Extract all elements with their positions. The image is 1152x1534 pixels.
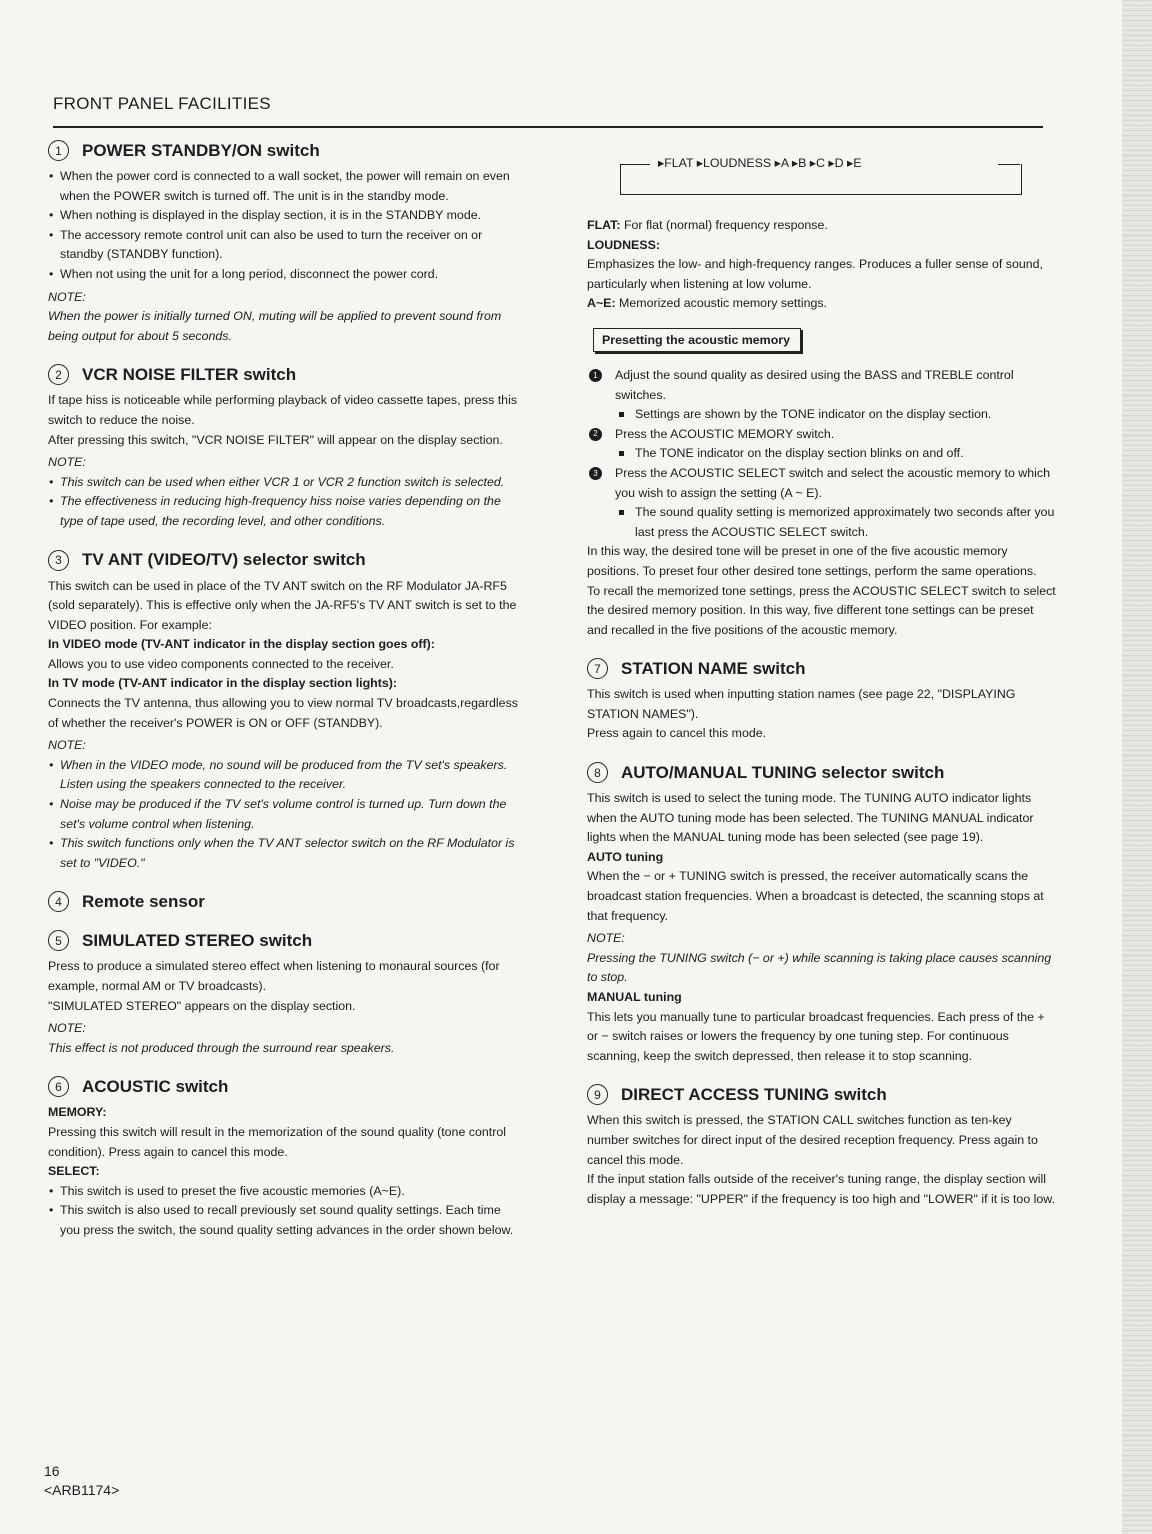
definition-term: A~E: [587, 296, 616, 311]
circled-number: 5 [48, 930, 69, 951]
section-heading [587, 762, 1057, 783]
note-list [48, 473, 524, 532]
definition-term: LOUDNESS: [587, 237, 660, 252]
list-item: • The accessory remote control unit can also be used to turn the receiver on or standby (STANDBY function). [48, 226, 524, 265]
subheading: MANUAL tuning [587, 990, 682, 1004]
section-station-name [587, 658, 1057, 744]
list-item: • Noise may be produced if the TV set's volume control is turned up. Turn down the set's volume control when listening. [48, 795, 524, 834]
acoustic-sequence-diagram [620, 152, 1020, 206]
definition-text: Memorized acoustic memory settings. [619, 296, 827, 311]
section-vcr-noise-filter [48, 364, 524, 531]
section-heading [48, 1076, 524, 1097]
definition-term: FLAT: [587, 218, 621, 232]
circled-number: 2 [48, 364, 69, 385]
header-rule [53, 126, 1043, 128]
note-text: Pressing the TUNING switch (− or +) while scanning is taking place causes scanning to stop. [587, 950, 1052, 985]
paragraph: This switch is used when inputting station names (see page 22, "DISPLAYING STATION NAMES"). [587, 687, 1016, 721]
section-title: STATION NAME switch [621, 658, 806, 678]
paragraph: Press again to cancel this mode. [587, 726, 767, 741]
note-label: NOTE: [48, 455, 86, 470]
step-number-dot: 2 [589, 428, 602, 441]
section-heading [48, 891, 524, 912]
section-tv-ant [48, 550, 524, 874]
definition-text: Emphasizes the low- and high-frequency ranges. Produces a fuller sense of sound, particularly when listening at low volume. [587, 257, 1043, 291]
page-number: 16 [44, 1463, 60, 1479]
circled-number: 1 [48, 140, 69, 161]
section-simulated-stereo [48, 930, 524, 1058]
paragraph: This switch is used to select the tuning mode. The TUNING AUTO indicator lights when the AUTO tuning mode has been selected. The TUNING MANUAL indicator lights when the MANUAL tuning mode has been selected (see page 19). [587, 791, 1034, 845]
subheading: In TV mode (TV-ANT indicator in the display section lights): [48, 676, 398, 691]
list-item: • This switch can be used when either VCR 1 or VCR 2 function switch is selected. [48, 473, 524, 493]
paragraph: Pressing this switch will result in the memorization of the sound quality (tone control condition). Press again to cancel this mode. [48, 1124, 506, 1159]
list-item: • When nothing is displayed in the display section, it is in the STANDBY mode. [48, 206, 524, 226]
sequence-text: ▸FLAT ▸LOUDNESS ▸A ▸B ▸C ▸D ▸E [654, 155, 866, 170]
right-column [587, 142, 1057, 1227]
section-heading [48, 550, 524, 571]
step-sub-text: Settings are shown by the TONE indicator on the display section. [635, 407, 992, 422]
section-remote-sensor [48, 891, 524, 912]
subheading: AUTO tuning [587, 849, 664, 864]
paragraph: When the − or + TUNING switch is pressed, the receiver automatically scans the broadcast station frequencies. When a broadcast is detected, the scanning stops at that frequency. [587, 869, 1044, 923]
step-item [587, 425, 1057, 445]
list-item: • When not using the unit for a long period, disconnect the power cord. [48, 265, 524, 285]
paragraph: In this way, the desired tone will be preset in one of the five acoustic memory positions. To preset four other desired tone settings, perform the same operations. [587, 544, 1037, 578]
circled-number: 3 [48, 550, 69, 571]
section-title: POWER STANDBY/ON switch [82, 140, 320, 160]
note-label: NOTE: [48, 1021, 86, 1036]
section-heading [587, 1084, 1057, 1105]
presetting-title-box: Presetting the acoustic memory [593, 328, 801, 352]
definitions [587, 216, 1057, 314]
section-heading [587, 658, 1057, 679]
list-item: • This switch is also used to recall previously set sound quality settings. Each time you press the switch, the sound quality setting advances in the order shown below. [48, 1201, 524, 1240]
paragraph: Press to produce a simulated stereo effect when listening to monaural sources (for example, normal AM or TV broadcasts). [48, 959, 500, 993]
circled-number: 7 [587, 658, 608, 679]
paragraph: Connects the TV antenna, thus allowing you to view normal TV broadcasts,regardless of whether the receiver's POWER is ON or OFF (STANDBY). [48, 696, 518, 730]
bullet-list [48, 167, 524, 285]
list-item: • When in the VIDEO mode, no sound will be produced from the TV set's speakers. Listen using the speakers connected to the receiver. [48, 756, 524, 795]
paragraph: Allows you to use video components connected to the receiver. [48, 656, 394, 671]
section-title: VCR NOISE FILTER switch [82, 364, 297, 384]
circled-number: 6 [48, 1076, 69, 1097]
section-acoustic [48, 1076, 524, 1240]
list-item: • This switch is used to preset the five acoustic memories (A~E). [48, 1182, 524, 1202]
bullet-list [48, 1182, 524, 1241]
section-heading [48, 930, 524, 951]
step-sub-item [587, 503, 1057, 542]
step-text: Press the ACOUSTIC MEMORY switch. [615, 426, 835, 441]
subheading: MEMORY: [48, 1105, 107, 1120]
list-item: • This switch functions only when the TV ANT selector switch on the RF Modulator is set to "VIDEO." [48, 834, 524, 873]
paragraph: "SIMULATED STEREO" appears on the display section. [48, 998, 356, 1013]
note-label: NOTE: [48, 289, 86, 304]
paragraph: If the input station falls outside of the receiver's tuning range, the display section will display a message: "UPPER" if the frequency is too high and "LOWER" if it is too low. [587, 1172, 1056, 1206]
section-power-standby [48, 140, 524, 346]
page-title: FRONT PANEL FACILITIES [53, 94, 271, 113]
step-number-dot: 3 [589, 467, 602, 480]
left-column [48, 140, 524, 1259]
step-text: Press the ACOUSTIC SELECT switch and select the acoustic memory to which you wish to assign the setting (A ~ E). [615, 465, 1050, 500]
section-title: ACOUSTIC switch [82, 1076, 229, 1096]
definition-ae [587, 294, 1057, 314]
section-title: TV ANT (VIDEO/TV) selector switch [82, 550, 366, 569]
section-title: DIRECT ACCESS TUNING switch [621, 1084, 887, 1104]
subheading: In VIDEO mode (TV-ANT indicator in the display section goes off): [48, 637, 435, 652]
steps-list [587, 366, 1057, 542]
circled-number: 4 [48, 891, 69, 912]
paragraph: After pressing this switch, "VCR NOISE FILTER" will appear on the display section. [48, 432, 503, 447]
circled-number: 9 [587, 1084, 608, 1105]
page-footer [44, 1462, 119, 1500]
list-item: • When the power cord is connected to a wall socket, the power will remain on even when the POWER switch is turned off. The unit is in the standby mode. [48, 167, 524, 206]
step-item [587, 366, 1057, 405]
scan-edge [1122, 0, 1152, 1534]
step-sub-text: The sound quality setting is memorized approximately two seconds after you last press the ACOUSTIC SELECT switch. [635, 505, 1055, 539]
definition-text: For flat (normal) frequency response. [623, 218, 828, 232]
section-title: SIMULATED STEREO switch [82, 930, 313, 950]
document-code: <ARB1174> [44, 1482, 120, 1498]
paragraph: This switch can be used in place of the TV ANT switch on the RF Modulator JA-RF5 (sold separately). This is effective only when the JA-RF5's TV ANT switch is set to the VIDEO position. For example: [48, 578, 517, 632]
paragraph: To recall the memorized tone settings, press the ACOUSTIC SELECT switch to select the desired memory position. In this way, five different tone settings can be preset and recalled in the five positions of the acoustic memory. [587, 583, 1056, 637]
section-heading [48, 140, 524, 161]
note-list [48, 756, 524, 874]
subheading: SELECT: [48, 1164, 100, 1179]
note-text: This effect is not produced through the surround rear speakers. [48, 1040, 395, 1055]
section-direct-access-tuning [587, 1084, 1057, 1209]
note-text: When the power is initially turned ON, muting will be applied to prevent sound from being output for about 5 seconds. [48, 309, 502, 343]
paragraph: When this switch is pressed, the STATION CALL switches function as ten-key number switches for direct input of the desired reception frequency. Press again to cancel this mode. [587, 1113, 1038, 1167]
step-sub-item [587, 444, 1057, 464]
note-label: NOTE: [48, 738, 86, 753]
note-label: NOTE: [587, 931, 625, 946]
step-sub-item [587, 405, 1057, 425]
step-number-dot: 1 [589, 369, 602, 382]
step-text: Adjust the sound quality as desired using the BASS and TREBLE control switches. [615, 367, 1014, 402]
circled-number: 8 [587, 762, 608, 783]
section-title: AUTO/MANUAL TUNING selector switch [621, 762, 945, 782]
section-auto-manual-tuning [587, 762, 1057, 1066]
step-item [587, 464, 1057, 503]
paragraph: This lets you manually tune to particular broadcast frequencies. Each press of the + or − switch raises or lowers the frequency by one tuning step. For continuous scanning, keep the switch depressed, then release it to stop scanning. [587, 1009, 1045, 1063]
section-heading [48, 364, 524, 385]
section-title: Remote sensor [82, 891, 205, 911]
list-item: • The effectiveness in reducing high-frequency hiss noise varies depending on the type of tape used, the recording level, and other conditions. [48, 492, 524, 531]
step-sub-text: The TONE indicator on the display section blinks on and off. [635, 446, 964, 461]
definition-flat [587, 216, 1057, 236]
paragraph: If tape hiss is noticeable while performing playback of video cassette tapes, press this switch to reduce the noise. [48, 393, 518, 427]
